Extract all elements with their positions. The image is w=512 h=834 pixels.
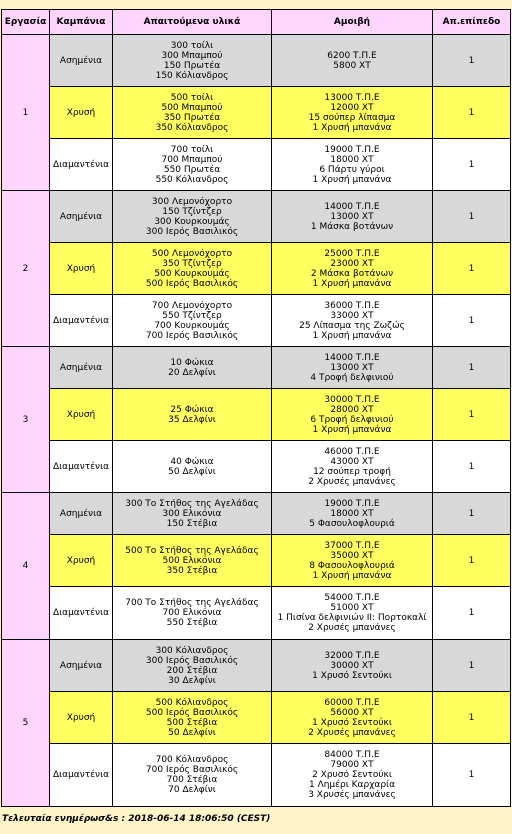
header-reward: Αμοιβή [272,10,432,34]
task-number: 4 [2,493,49,639]
reward-item: 13000 ΧΤ [330,362,374,373]
reward-item: 2 Χρυσές μπανάνες [308,476,396,487]
material-item: 500 Ιερός Βασιλικός [145,278,239,289]
reward-cell [272,35,432,86]
level-cell: 1 [433,35,510,86]
material-item: 50 Δελφίνι [168,466,216,477]
table-body [2,35,510,806]
reward-cell [272,295,432,346]
reward-item: 12 σούπερ τροφή [313,466,391,477]
level-cell: 1 [433,535,510,586]
material-item: 500 Στέβια [166,717,218,728]
header-task: Εργασία [2,10,49,34]
reward-item: 32000 Τ.Π.Ε [324,650,380,661]
campaign-cell: Χρυσή [50,389,112,440]
table-row [2,493,510,534]
materials-cell [113,640,271,691]
reward-cell [272,87,432,138]
material-item: 700 Ιερός Βασιλικός [145,765,239,775]
materials-cell [113,744,271,806]
materials-cell [113,389,271,440]
reward-item: 5 Φασουλοφλουριά [309,518,395,529]
reward-cell [272,441,432,492]
materials-cell [113,243,271,294]
reward-cell [272,389,432,440]
materials-cell [113,493,271,534]
material-item: 700 Λεμονόχορτο [151,300,233,311]
campaign-cell: Χρυσή [50,535,112,586]
table-row [2,640,510,691]
material-item: 500 Κόλιανδρος [155,697,229,708]
table-row [2,347,510,388]
material-item: 300 Ιερός Βασιλικός [145,655,239,666]
material-item: 700 Ελικόνια [162,608,222,618]
table-row [2,191,510,242]
reward-item: 30000 Τ.Π.Ε [324,394,380,405]
table-row [2,535,510,586]
material-item: 150 Κόλιανδρος [155,70,229,81]
tasks-table [1,9,511,807]
reward-item: 4 Τροφή δελφινιού [310,372,394,383]
material-item: 50 Δελφίνι [168,727,216,738]
reward-cell [272,744,432,806]
materials-cell [113,347,271,388]
reward-item: 25 Λίπασμα της Ζωζώς [299,320,405,331]
material-item: 500 τοίλι [170,92,214,103]
level-cell: 1 [433,493,510,534]
reward-item: 19000 Τ.Π.Ε [324,144,380,155]
campaign-cell: Διαμαντένια [50,441,112,492]
reward-item: 1 Χρυσή μπανάνα [312,174,392,185]
material-item: 500 Το Στήθος της Αγελάδας [125,545,259,556]
reward-cell [272,191,432,242]
material-item: 300 Ιερός Βασιλικός [145,226,239,237]
reward-item: 60000 Τ.Π.Ε [324,697,380,708]
header-campaign: Καμπάνια [50,10,112,34]
campaign-cell: Χρυσή [50,692,112,743]
task-number: 1 [2,35,49,190]
level-cell: 1 [433,139,510,190]
reward-item: 51000 ΧΤ [330,603,374,613]
reward-item: 25000 Τ.Π.Ε [324,248,380,259]
reward-item: 13000 Τ.Π.Ε [324,92,380,103]
level-cell: 1 [433,692,510,743]
material-item: 500 Λεμονόχορτο [151,248,233,259]
reward-item: 3 Χρυσές μπανάνες [308,790,396,800]
material-item: 70 Δελφίνι [168,785,216,795]
reward-item: 56000 ΧΤ [330,707,374,718]
material-item: 350 Κόλιανδρος [155,122,229,133]
reward-cell [272,347,432,388]
campaign-cell: Χρυσή [50,243,112,294]
material-item: 150 Στέβια [166,518,218,529]
reward-item: 2 Μάσκα βοτάνων [310,268,394,279]
campaign-cell: Διαμαντένια [50,139,112,190]
reward-cell [272,243,432,294]
materials-cell [113,87,271,138]
materials-cell [113,692,271,743]
reward-cell [272,535,432,586]
reward-item: 1 Χρυσό Σεντούκι [312,670,392,681]
level-cell: 1 [433,191,510,242]
material-item: 300 Λεμονόχορτο [151,196,233,207]
materials-cell [113,191,271,242]
materials-cell [113,295,271,346]
material-item: 350 Τζίντζερ [162,258,222,269]
reward-item: 37000 Τ.Π.Ε [324,540,380,551]
reward-item: 6 Τροφή δελφινιού [310,414,394,425]
reward-item: 18000 ΧΤ [330,508,374,519]
level-cell: 1 [433,441,510,492]
table-row [2,744,510,806]
reward-cell [272,640,432,691]
material-item: 700 Ιερός Βασιλικός [145,330,239,341]
campaign-cell: Διαμαντένια [50,587,112,639]
material-item: 700 Το Στήθος της Αγελάδας [125,598,259,608]
material-item: 300 Ελικόνια [162,508,222,519]
reward-item: 6200 Τ.Π.Ε [327,50,377,61]
level-cell: 1 [433,587,510,639]
level-cell: 1 [433,389,510,440]
table-row [2,441,510,492]
table-row [2,35,510,86]
reward-item: 28000 ΧΤ [330,404,374,415]
table-row [2,139,510,190]
material-item: 550 Στέβια [166,618,218,628]
reward-item: 6 Πάρτυ γύροι [319,164,385,175]
material-item: 35 Δελφίνι [168,414,216,425]
level-cell: 1 [433,347,510,388]
table-row [2,87,510,138]
material-item: 350 Πρωτέα [163,112,221,123]
reward-item: 15 σούπερ λίπασμα [308,112,396,123]
material-item: 150 Πρωτέα [163,60,221,71]
material-item: 500 Κουρκουμάς [154,268,230,279]
table-row [2,389,510,440]
material-item: 300 Κόλιανδρος [155,645,229,656]
reward-item: 8 Φασουλοφλουριά [309,560,395,571]
materials-cell [113,35,271,86]
reward-item: 1 Χρυσή μπανάνα [312,278,392,289]
level-cell: 1 [433,295,510,346]
material-item: 500 Ελικόνια [162,555,222,566]
reward-item: 19000 Τ.Π.Ε [324,498,380,509]
reward-item: 54000 Τ.Π.Ε [324,593,380,603]
reward-item: 46000 Τ.Π.Ε [324,446,380,457]
reward-item: 43000 ΧΤ [330,456,374,467]
table-row [2,295,510,346]
reward-item: 1 Χρυσή μπανάνα [312,424,392,435]
reward-item: 2 Χρυσές μπανάνες [308,623,396,633]
campaign-cell: Ασημένια [50,493,112,534]
material-item: 500 Ιερός Βασιλικός [145,707,239,718]
material-item: 700 τοίλι [170,144,214,155]
material-item: 40 Φώκια [170,456,214,467]
table-row [2,243,510,294]
reward-item: 13000 ΧΤ [330,211,374,222]
level-cell: 1 [433,243,510,294]
reward-item: 5800 ΧΤ [333,60,371,71]
material-item: 300 τοίλι [170,40,214,51]
level-cell: 1 [433,87,510,138]
reward-item: 1 Λημέρι Καρχαρία [308,780,396,790]
reward-item: 1 Χρυσό Σεντούκι [312,717,392,728]
materials-cell [113,139,271,190]
level-cell: 1 [433,640,510,691]
campaign-cell: Διαμαντένια [50,295,112,346]
task-number: 2 [2,191,49,346]
task-number: 5 [2,640,49,806]
campaign-cell: Ασημένια [50,640,112,691]
reward-item: 1 Πισίνα δελφινιών II: Πορτοκαλί [277,613,427,623]
reward-item: 2 Χρυσές μπανάνες [308,727,396,738]
reward-item: 14000 Τ.Π.Ε [324,352,380,363]
material-item: 20 Δελφίνι [168,367,216,378]
header-materials: Απαιτούμενα υλικά [113,10,271,34]
reward-item: 1 Χρυσή μπανάνα [312,122,392,133]
reward-item: 18000 ΧΤ [330,154,374,165]
last-updated: Τελευταία ενημέρωσ&s : 2018-06-14 18:06:50 (CEST) [2,814,271,824]
reward-item: 1 Χρυσή μπανάνα [312,330,392,341]
table-row [2,692,510,743]
material-item: 700 Μπαμπού [161,154,223,165]
materials-cell [113,535,271,586]
materials-cell [113,587,271,639]
header-level: Απ.επίπεδο [433,10,510,34]
material-item: 25 Φώκια [170,404,214,415]
reward-item: 36000 Τ.Π.Ε [324,300,380,311]
reward-item: 35000 ΧΤ [330,550,374,561]
material-item: 30 Δελφίνι [168,675,216,686]
reward-item: 14000 Τ.Π.Ε [324,201,380,212]
material-item: 200 Στέβια [166,665,218,676]
reward-item: 79000 ΧΤ [330,760,374,770]
material-item: 550 Πρωτέα [163,164,221,175]
reward-item: 23000 ΧΤ [330,258,374,269]
table-row [2,587,510,639]
reward-item: 84000 Τ.Π.Ε [324,750,380,760]
reward-item: 2 Χρυσό Σεντούκι [312,770,392,780]
reward-cell [272,587,432,639]
material-item: 10 Φώκια [170,357,214,368]
reward-cell [272,692,432,743]
material-item: 700 Κουρκουμάς [154,320,230,331]
material-item: 550 Κόλιανδρος [155,174,229,185]
reward-item: 30000 ΧΤ [330,660,374,671]
campaign-cell: Χρυσή [50,87,112,138]
material-item: 150 Τζίντζερ [162,206,222,217]
campaign-cell: Ασημένια [50,347,112,388]
level-cell: 1 [433,744,510,806]
material-item: 500 Μπαμπού [161,102,223,113]
reward-cell [272,493,432,534]
material-item: 550 Τζίντζερ [162,310,222,321]
header-row [2,10,510,34]
materials-cell [113,441,271,492]
material-item: 700 Κόλιανδρος [155,755,229,765]
campaign-cell: Διαμαντένια [50,744,112,806]
material-item: 300 Το Στήθος της Αγελάδας [125,498,259,509]
campaign-cell: Ασημένια [50,35,112,86]
reward-cell [272,139,432,190]
reward-item: 12000 ΧΤ [330,102,374,113]
campaign-cell: Ασημένια [50,191,112,242]
reward-item: 1 Χρυσή μπανάνα [312,570,392,581]
material-item: 300 Κουρκουμάς [154,216,230,227]
material-item: 300 Μπαμπού [161,50,223,61]
reward-item: 1 Μάσκα βοτάνων [310,221,394,232]
material-item: 350 Στέβια [166,565,218,576]
material-item: 700 Στέβια [166,775,218,785]
reward-item: 33000 ΧΤ [330,310,374,321]
task-number: 3 [2,347,49,492]
